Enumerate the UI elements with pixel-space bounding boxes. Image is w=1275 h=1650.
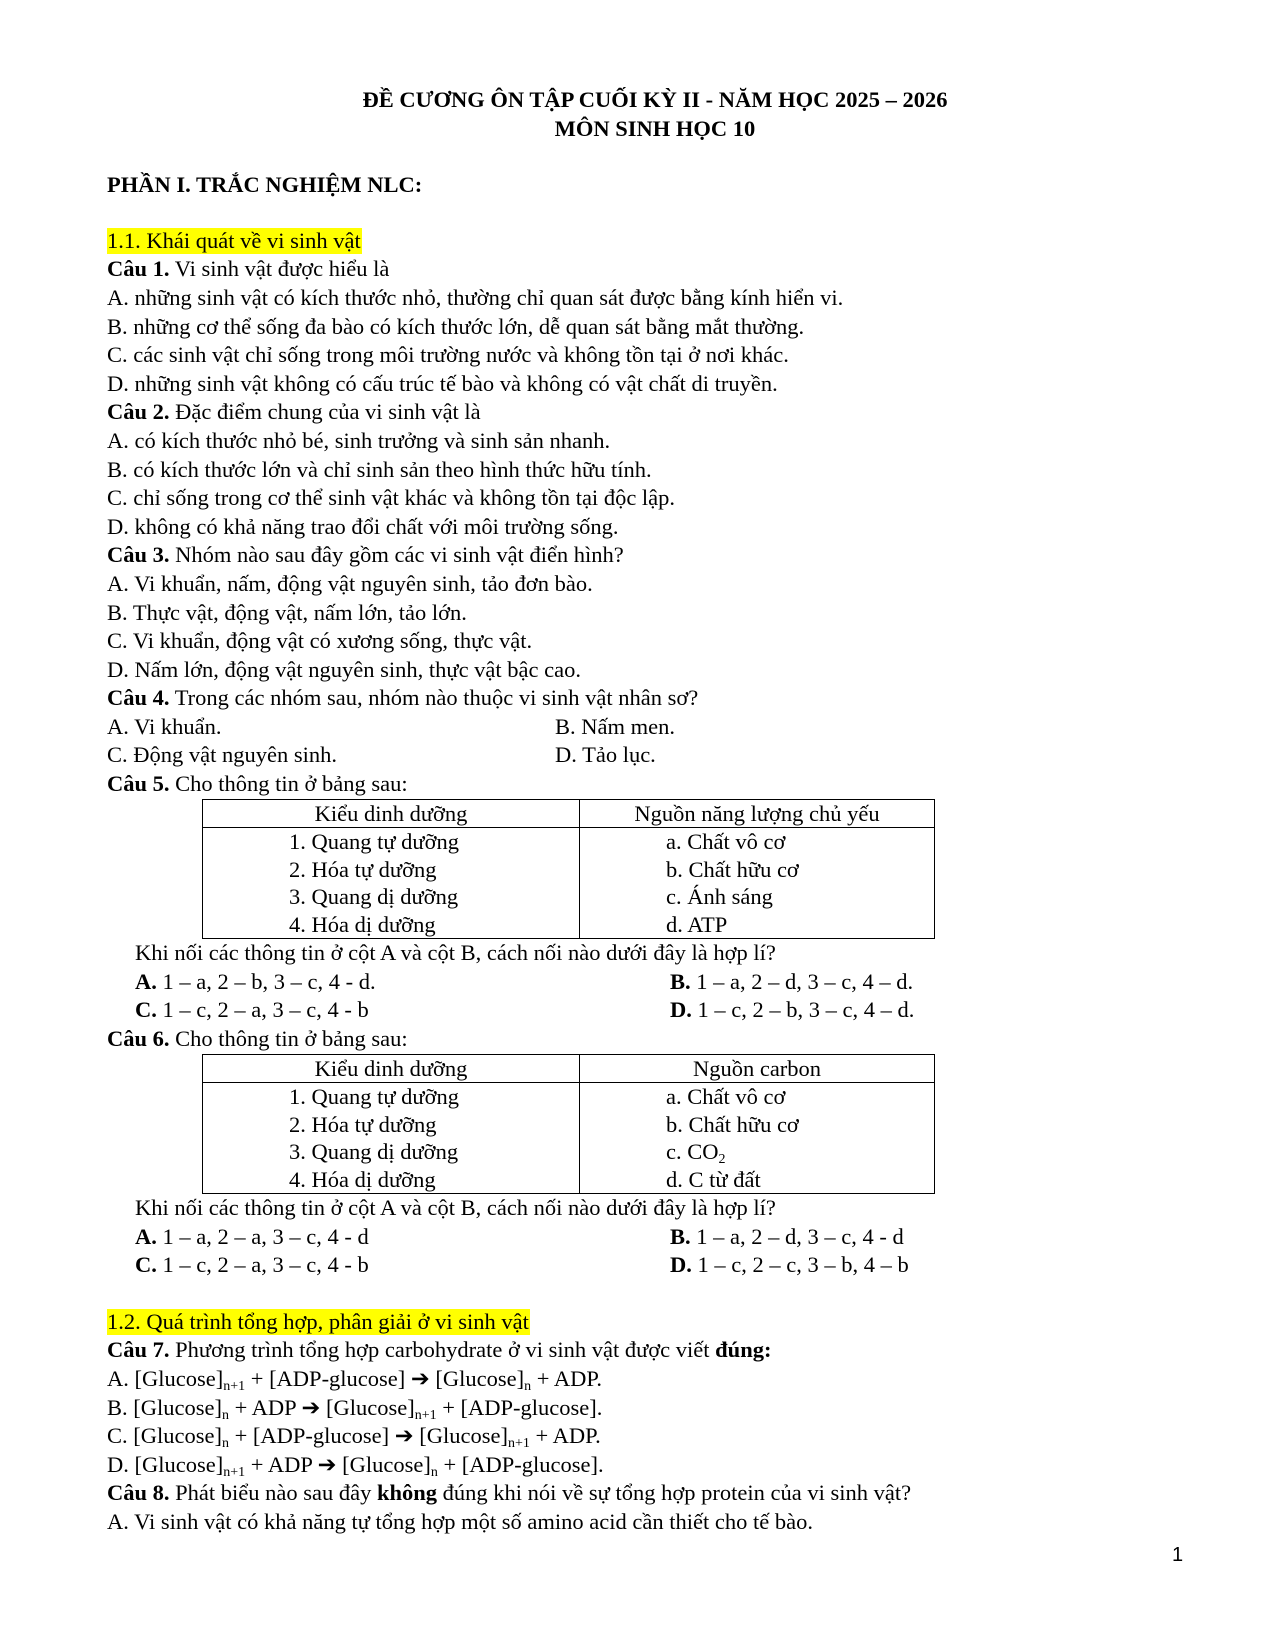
table-cell: 2. Hóa tự dưỡng — [203, 856, 580, 884]
q6-option-b: B. 1 – a, 2 – d, 3 – c, 4 - d — [670, 1223, 904, 1249]
q5-option-a: A. 1 – a, 2 – b, 3 – c, 4 - d. — [135, 968, 376, 994]
q1-option-a: A. những sinh vật có kích thước nhỏ, thường chỉ quan sát được bằng kính hiển vi. — [107, 284, 844, 310]
table-cell: 1. Quang tự dưỡng — [203, 1083, 580, 1111]
q4-option-c: C. Động vật nguyên sinh. — [107, 742, 337, 768]
question-1: Câu 1. Vi sinh vật được hiểu là — [107, 256, 390, 282]
table-cell: b. Chất hữu cơ — [580, 856, 935, 884]
q6-col-b-header: Nguồn carbon — [580, 1054, 935, 1083]
question-2: Câu 2. Đặc điểm chung của vi sinh vật là — [107, 399, 481, 425]
table-cell: a. Chất vô cơ — [580, 1083, 935, 1111]
q6-option-a: A. 1 – a, 2 – a, 3 – c, 4 - d — [135, 1223, 369, 1249]
table-cell: d. C từ đất — [580, 1166, 935, 1194]
q4-option-b: B. Nấm men. — [555, 713, 675, 739]
q7-option-c: C. $[Glucose]_n + [ADP-glucose]$ ➔ $[Glucose]_{n+1}$ + ADP. — [107, 1423, 601, 1452]
q2-option-a: A. có kích thước nhỏ bé, sinh trưởng và sinh sản nhanh. — [107, 427, 611, 453]
table-cell: 3. Quang dị dưỡng — [203, 883, 580, 911]
section-heading-1: 1.1. Khái quát về vi sinh vật — [107, 227, 361, 253]
q5-option-b: B. 1 – a, 2 – d, 3 – c, 4 – d. — [670, 968, 914, 994]
question-5: Câu 5. Cho thông tin ở bảng sau: — [107, 771, 408, 797]
table-cell: 1. Quang tự dưỡng — [203, 828, 580, 856]
q5-table — [202, 799, 935, 940]
q6-table — [202, 1054, 935, 1195]
q2-option-c: C. chỉ sống trong cơ thể sinh vật khác và không tồn tại độc lập. — [107, 485, 676, 511]
table-cell: 2. Hóa tự dưỡng — [203, 1111, 580, 1139]
q6-option-d: D. 1 – c, 2 – c, 3 – b, 4 – b — [670, 1252, 909, 1278]
table-cell: a. Chất vô cơ — [580, 828, 935, 856]
table-cell: b. Chất hữu cơ — [580, 1111, 935, 1139]
q7-option-d: D. $[Glucose]_{n+1}$ + ADP ➔ $[Glucose]_n + [ADP-glucose]$. — [107, 1451, 604, 1480]
question-8: Câu 8. Phát biểu nào sau đây không đúng khi nói về sự tổng hợp protein của vi sinh vật? — [107, 1480, 912, 1506]
section-heading-2: 1.2. Quá trình tổng hợp, phân giải ở vi sinh vật — [107, 1308, 529, 1334]
q4-option-a: A. Vi khuẩn. — [107, 713, 222, 739]
question-6: Câu 6. Cho thông tin ở bảng sau: — [107, 1025, 408, 1051]
page-number: 1 — [1172, 1544, 1184, 1566]
q3-option-d: D. Nấm lớn, động vật nguyên sinh, thực vật bậc cao. — [107, 656, 581, 682]
table-cell: d. ATP — [580, 911, 935, 939]
q1-option-b: B. những cơ thể sống đa bào có kích thước lớn, dễ quan sát bằng mắt thường. — [107, 313, 805, 339]
q1-option-c: C. các sinh vật chỉ sống trong môi trường nước và không tồn tại ở nơi khác. — [107, 342, 789, 368]
q6-prompt: Khi nối các thông tin ở cột A và cột B, cách nối nào dưới đây là hợp lí? — [135, 1195, 776, 1221]
title-line-1: ĐỀ CƯƠNG ÔN TẬP CUỐI KỲ II - NĂM HỌC 2025 – 2026 — [362, 87, 948, 112]
q8-option-a: A. Vi sinh vật có khả năng tự tổng hợp một số amino acid cần thiết cho tế bào. — [107, 1508, 813, 1534]
part-heading: PHẦN I. TRẮC NGHIỆM NLC: — [107, 172, 423, 198]
arrow-icon: ➔ — [301, 1394, 321, 1420]
q5-col-b-header: Nguồn năng lượng chủ yếu — [580, 799, 935, 828]
table-cell: c. Ánh sáng — [580, 883, 935, 911]
q2-option-d: D. không có khả năng trao đổi chất với môi trường sống. — [107, 513, 619, 539]
arrow-icon: ➔ — [410, 1366, 430, 1391]
question-7: Câu 7. Phương trình tổng hợp carbohydrate ở vi sinh vật được viết đúng: — [107, 1337, 772, 1363]
table-cell: c. $CO_2$ — [580, 1138, 935, 1166]
q2-option-b: B. có kích thước lớn và chỉ sinh sản theo hình thức hữu tính. — [107, 456, 652, 482]
document-page — [107, 86, 1167, 1537]
arrow-icon: ➔ — [394, 1423, 414, 1449]
table-cell: 4. Hóa dị dưỡng — [203, 1166, 580, 1194]
q6-col-a-header: Kiểu dinh dưỡng — [203, 1054, 580, 1083]
q7-option-b: B. $[Glucose]_n$ + ADP ➔ $[Glucose]_{n+1} + [ADP-glucose]$. — [107, 1394, 603, 1423]
q6-option-c: C. 1 – c, 2 – a, 3 – c, 4 - b — [135, 1252, 369, 1278]
q3-option-a: A. Vi khuẩn, nấm, động vật nguyên sinh, tảo đơn bào. — [107, 570, 593, 596]
q4-option-d: D. Tảo lục. — [555, 742, 656, 768]
q5-col-a-header: Kiểu dinh dưỡng — [203, 799, 580, 828]
q5-prompt: Khi nối các thông tin ở cột A và cột B, cách nối nào dưới đây là hợp lí? — [135, 940, 776, 966]
table-cell: 4. Hóa dị dưỡng — [203, 911, 580, 939]
question-3: Câu 3. Nhóm nào sau đây gồm các vi sinh vật điển hình? — [107, 542, 624, 568]
arrow-icon: ➔ — [317, 1451, 337, 1477]
table-cell: 3. Quang dị dưỡng — [203, 1138, 580, 1166]
q1-option-d: D. những sinh vật không có cấu trúc tế bào và không có vật chất di truyền. — [107, 370, 778, 396]
title-line-2: MÔN SINH HỌC 10 — [554, 115, 756, 141]
q7-option-a: A. $[Glucose]_{n+1} + [ADP-glucose]$ ➔ $[Glucose]_n$ + ADP. — [107, 1366, 602, 1394]
question-4: Câu 4. Trong các nhóm sau, nhóm nào thuộc vi sinh vật nhân sơ? — [107, 685, 699, 711]
q5-option-c: C. 1 – c, 2 – a, 3 – c, 4 - b — [135, 997, 369, 1023]
q3-option-b: B. Thực vật, động vật, nấm lớn, tảo lớn. — [107, 599, 467, 625]
q5-option-d: D. 1 – c, 2 – b, 3 – c, 4 – d. — [670, 997, 915, 1023]
q3-option-c: C. Vi khuẩn, động vật có xương sống, thực vật. — [107, 628, 533, 654]
